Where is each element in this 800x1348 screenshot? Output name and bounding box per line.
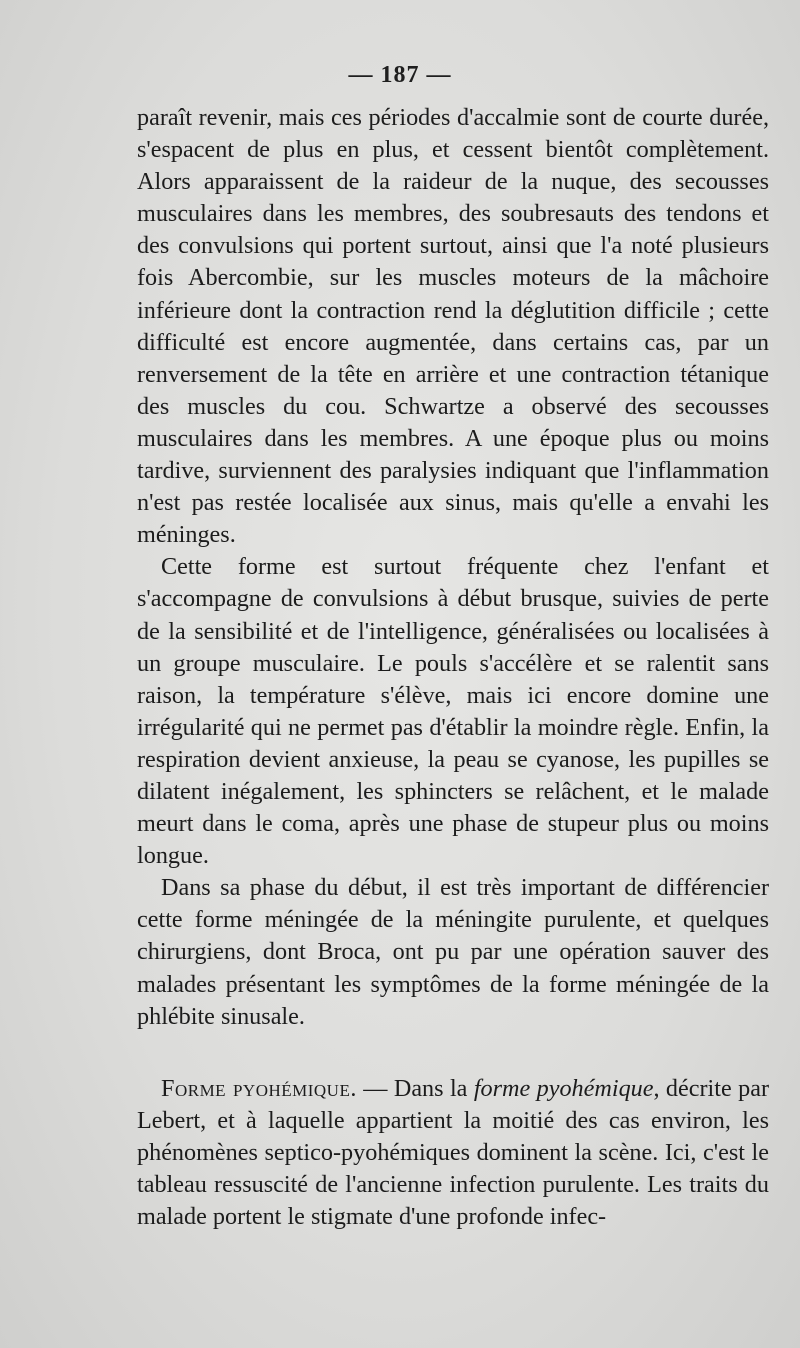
- section-heading: Forme pyohémique.: [161, 1074, 357, 1102]
- section-paragraph: [137, 1073, 769, 1233]
- page-number: — 187 —: [348, 62, 452, 88]
- paragraph-2: Cette forme est surtout fréquente chez l'enfant et s'accompagne de convulsions à début brusque, suivies de perte de la sensibilité et de l'intelligence, généralisées ou localisées à un groupe musculaire. Le pouls s'accélère et se ralentit sans raison, la température s'élève, mais ici encore domine une irrégularité qui ne permet pas d'établir la moindre règle. Enfin, la respiration devient anxieuse, la peau se cyanose, les pupilles se dilatent inégalement, les sphincters se relâchent, et le malade meurt dans le coma, après une phase de stupeur plus ou moins longue.: [137, 553, 769, 870]
- section-italic-term: forme pyohémique: [473, 1074, 654, 1102]
- paragraph-1: paraît revenir, mais ces périodes d'accalmie sont de courte durée, s'espacent de plus en plus, et cessent bientôt complètement. Alors apparaissent de la raideur de la nuque, des secousses musculaires dans les membres, des soubresauts des tendons et des convulsions qui portent surtout, ainsi que l'a noté plusieurs fois Abercombie, sur les muscles moteurs de la mâchoire inférieure dont la contraction rend la déglutition difficile ; cette difficulté est encore augmentée, dans certains cas, par un renversement de la tête en arrière et une contraction tétanique des muscles du cou. Schwartze a observé des secousses musculaires dans les membres. A une époque plus ou moins tardive, surviennent des paralysies indiquant que l'inflammation n'est pas restée localisée aux sinus, mais qu'elle a envahi les méninges.: [137, 104, 769, 549]
- paragraph-3: Dans sa phase du début, il est très important de différencier cette forme méningée de la méningite purulente, et quelques chirurgiens, dont Broca, ont pu par une opération sauver des malades présentant les symptômes de la forme méningée de la phlébite sinusale.: [137, 874, 769, 1030]
- section-dash: — Dans la: [356, 1074, 474, 1102]
- section-text: , décrite par Lebert, et à laquelle appartient la moitié des cas environ, les phénomènes septico-pyohémiques dominent la scène. Ici, c'est le tableau ressuscité de l'ancienne infection purulente. Les traits du malade portent le stigmate d'une profonde infec-: [137, 1074, 770, 1231]
- page-body: [137, 102, 769, 1233]
